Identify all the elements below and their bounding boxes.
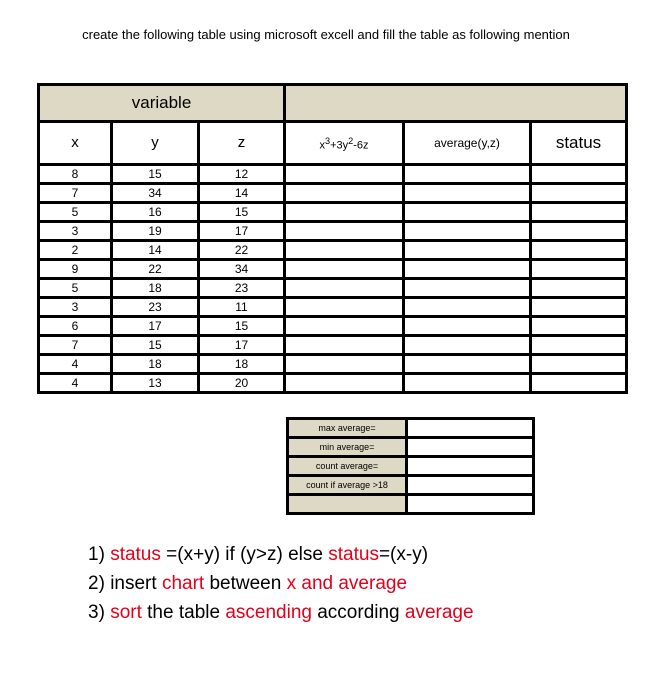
table-row xyxy=(40,166,625,182)
table-cell: 7 xyxy=(40,185,110,201)
table-cell: 15 xyxy=(200,318,283,334)
rule-text: the table xyxy=(141,602,226,623)
table-cell xyxy=(286,261,402,277)
rule-number: 2) xyxy=(88,573,105,594)
table-cell: 15 xyxy=(200,204,283,220)
rule-text: insert xyxy=(110,573,162,594)
rule-line xyxy=(88,598,474,627)
summary-value-cell xyxy=(408,420,532,436)
table-cell: 7 xyxy=(40,337,110,353)
table-row xyxy=(40,204,625,220)
rule-text: status xyxy=(328,544,379,565)
table-cell xyxy=(405,356,529,372)
rule-line xyxy=(88,540,474,569)
rules-list xyxy=(88,540,474,627)
table-cell: 16 xyxy=(113,204,197,220)
rule-text: between xyxy=(204,573,287,594)
table-cell xyxy=(286,242,402,258)
instruction-text: create the following table using microsoft excell and fill the table as following mention xyxy=(82,27,570,42)
table-cell xyxy=(532,223,625,239)
table-cell xyxy=(405,299,529,315)
table-cell xyxy=(405,318,529,334)
table-cell xyxy=(405,223,529,239)
column-header-x: x xyxy=(40,123,110,163)
rule-text: chart xyxy=(161,573,205,594)
rule-text: sort xyxy=(110,602,142,623)
summary-value-cell xyxy=(408,439,532,455)
data-table xyxy=(37,83,628,394)
table-cell xyxy=(286,204,402,220)
summary-value-cell xyxy=(408,458,532,474)
table-cell: 18 xyxy=(200,356,283,372)
table-cell: 14 xyxy=(200,185,283,201)
table-cell xyxy=(286,375,402,391)
summary-label: max average= xyxy=(289,420,405,436)
table-cell xyxy=(532,318,625,334)
blank-group-header xyxy=(286,86,625,120)
column-header-y: y xyxy=(113,123,197,163)
table-cell: 17 xyxy=(200,337,283,353)
table-cell xyxy=(286,318,402,334)
summary-value-cell xyxy=(408,496,532,512)
table-cell xyxy=(405,242,529,258)
table-cell xyxy=(286,166,402,182)
table-cell: 2 xyxy=(40,242,110,258)
summary-row xyxy=(289,458,532,474)
column-header-formula: $x^3+3y^2-6z$ xyxy=(286,123,402,163)
table-cell: 19 xyxy=(113,223,197,239)
rule-number: 3) xyxy=(88,602,105,623)
table-cell: 15 xyxy=(113,337,197,353)
table-cell xyxy=(405,337,529,353)
table-cell xyxy=(532,280,625,296)
table-cell: 34 xyxy=(200,261,283,277)
summary-row xyxy=(289,477,532,493)
table-cell: 18 xyxy=(113,280,197,296)
summary-label xyxy=(289,496,405,512)
table-cell xyxy=(532,299,625,315)
table-row xyxy=(40,356,625,372)
table-cell: 18 xyxy=(113,356,197,372)
table-cell xyxy=(405,375,529,391)
table-cell xyxy=(286,185,402,201)
summary-label: min average= xyxy=(289,439,405,455)
table-row xyxy=(40,280,625,296)
rule-text: ascending xyxy=(225,602,312,623)
table-cell xyxy=(405,280,529,296)
table-cell xyxy=(532,242,625,258)
table-row xyxy=(40,185,625,201)
table-cell xyxy=(405,166,529,182)
table-cell: 20 xyxy=(200,375,283,391)
table-cell xyxy=(405,185,529,201)
table-cell: 14 xyxy=(113,242,197,258)
table-cell: 8 xyxy=(40,166,110,182)
rule-number: 1) xyxy=(88,544,105,565)
table-cell xyxy=(532,204,625,220)
table-cell: 5 xyxy=(40,280,110,296)
table-cell xyxy=(532,185,625,201)
summary-value-cell xyxy=(408,477,532,493)
table-cell xyxy=(405,261,529,277)
rule-text: status xyxy=(110,544,161,565)
table-cell: 13 xyxy=(113,375,197,391)
table-cell: 17 xyxy=(200,223,283,239)
table-row xyxy=(40,318,625,334)
table-cell: 34 xyxy=(113,185,197,201)
table-cell xyxy=(532,356,625,372)
table-cell: 23 xyxy=(113,299,197,315)
variable-group-header: variable xyxy=(40,86,283,120)
table-cell xyxy=(405,204,529,220)
table-cell: 12 xyxy=(200,166,283,182)
rule-text: according xyxy=(311,602,405,623)
table-cell: 3 xyxy=(40,223,110,239)
rule-text: =(x+y) if (y>z) else xyxy=(160,544,329,565)
table-cell xyxy=(286,280,402,296)
summary-table xyxy=(286,417,535,515)
column-header-average: average(y,z) xyxy=(405,123,529,163)
table-cell: 5 xyxy=(40,204,110,220)
table-cell: 22 xyxy=(113,261,197,277)
table-row xyxy=(40,375,625,391)
table-row xyxy=(40,299,625,315)
table-row xyxy=(40,261,625,277)
table-cell: 9 xyxy=(40,261,110,277)
summary-row xyxy=(289,420,532,436)
table-cell xyxy=(286,356,402,372)
table-row xyxy=(40,337,625,353)
table-cell: 17 xyxy=(113,318,197,334)
table-cell xyxy=(532,375,625,391)
table-row xyxy=(40,242,625,258)
column-header-status: status xyxy=(532,123,625,163)
column-header-z: z xyxy=(200,123,283,163)
summary-row xyxy=(289,439,532,455)
summary-label: count average= xyxy=(289,458,405,474)
table-cell: 15 xyxy=(113,166,197,182)
summary-row xyxy=(289,496,532,512)
table-cell: 22 xyxy=(200,242,283,258)
table-cell xyxy=(532,166,625,182)
rule-line xyxy=(88,569,474,598)
table-cell: 4 xyxy=(40,375,110,391)
table-cell xyxy=(286,337,402,353)
table-cell xyxy=(532,337,625,353)
table-cell xyxy=(286,299,402,315)
table-cell xyxy=(532,261,625,277)
table-cell: 4 xyxy=(40,356,110,372)
table-cell: 11 xyxy=(200,299,283,315)
table-cell xyxy=(286,223,402,239)
summary-label: count if average >18 xyxy=(289,477,405,493)
rule-text: =(x-y) xyxy=(378,544,429,565)
table-cell: 6 xyxy=(40,318,110,334)
rule-text: average xyxy=(404,602,474,623)
rule-text: x and average xyxy=(286,573,408,594)
table-cell: 23 xyxy=(200,280,283,296)
table-row xyxy=(40,223,625,239)
table-cell: 3 xyxy=(40,299,110,315)
